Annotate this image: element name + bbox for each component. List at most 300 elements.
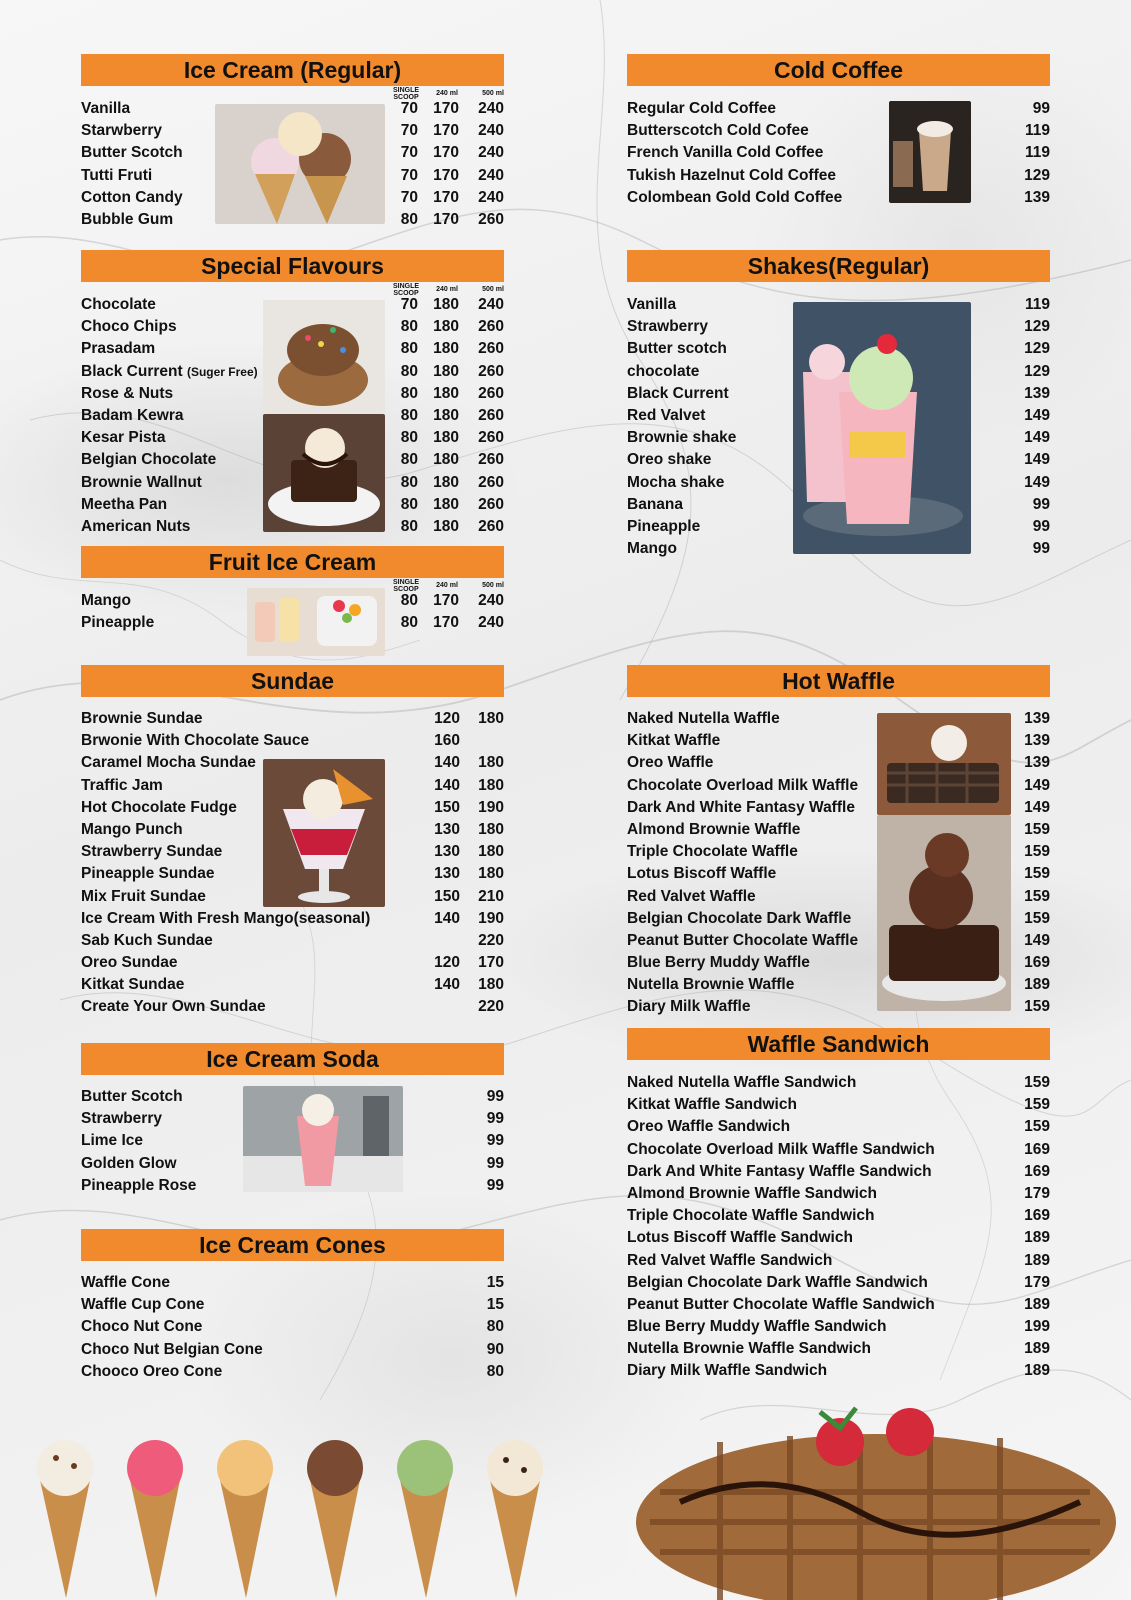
item-name: Choco Nut Cone [81,1318,203,1336]
item-name: Prasadam [81,340,156,358]
price-240: 170 [433,614,459,632]
item-price: 99 [486,1132,504,1150]
price-large: 180 [478,843,504,861]
menu-item [627,120,1050,142]
section-special-flavours [81,250,504,535]
size-header-single: SINGLE SCOOP [392,579,420,593]
item-name: Mix Fruit Sundae [81,887,206,905]
item-name: Colombean Gold Cold Coffee [627,188,843,206]
price-single: 80 [400,473,418,491]
menu-item [627,1094,1050,1116]
ice-cream-cones-photo [215,104,385,224]
item-name: Butter Scotch [81,144,183,162]
price-single: 70 [400,188,418,206]
section-header: Special Flavours [81,250,504,282]
item-name: Brownie Wallnut [81,473,202,491]
price-single: 80 [400,406,418,424]
item-name: Bubble Gum [81,210,174,228]
menu-item [81,1361,504,1383]
price-240: 180 [433,517,459,535]
item-name: Strawberry [81,1110,162,1128]
price-large: 190 [478,909,504,927]
price-regular: 140 [434,909,460,927]
menu-item [81,952,504,974]
price-single: 70 [400,144,418,162]
item-price: 90 [486,1340,504,1358]
item-name: Brownie Sundae [81,710,203,727]
price-regular: 150 [434,887,460,905]
chocolate-brownie-photo [877,815,1011,1011]
menu-item [627,1294,1050,1316]
menu-item [627,165,1050,187]
item-price: 15 [486,1274,504,1291]
item-name: Create Your Own Sundae [81,998,266,1016]
item-name: Triple Chocolate Waffle Sandwich [627,1207,875,1225]
cones-row-image [16,1430,566,1600]
item-name: Red Valvet [627,406,706,424]
sundae-glass-photo [263,759,385,907]
price-regular: 130 [434,843,460,861]
section-ice-cream-regular [81,54,504,228]
price-single: 80 [400,318,418,336]
item-name: Starwberry [81,122,162,140]
section-header: Sundae [81,665,504,697]
item-name: Tukish Hazelnut Cold Coffee [627,166,836,184]
menu-item [627,98,1050,120]
price-500: 260 [478,429,504,447]
price-single: 80 [400,340,418,358]
item-price: 189 [1024,1295,1050,1313]
item-price: 99 [486,1088,504,1105]
item-list [81,1272,504,1383]
item-name: Mango [627,540,677,558]
fruit-cups-photo [247,588,385,656]
item-name: Naked Nutella Waffle Sandwich [627,1074,857,1091]
item-name: chocolate [627,362,700,380]
price-500: 260 [478,210,504,228]
menu-item [81,974,504,996]
price-regular: 130 [434,820,460,838]
item-name: Diary Milk Waffle Sandwich [627,1362,828,1380]
item-name: Vanilla [627,296,677,313]
section-header: Ice Cream Cones [81,1229,504,1261]
item-name: Oreo shake [627,451,712,469]
item-price: 159 [1024,998,1050,1016]
item-name: Triple Chocolate Waffle [627,843,798,861]
item-price: 119 [1024,296,1050,313]
item-name: American Nuts [81,517,191,535]
price-single: 70 [400,166,418,184]
item-price: 179 [1024,1184,1050,1202]
item-price: 129 [1024,362,1050,380]
price-single: 80 [400,210,418,228]
item-name: Lotus Biscoff Waffle Sandwich [627,1229,853,1247]
item-list [627,98,1050,209]
item-price: 159 [1024,865,1050,883]
item-name: Mocha shake [627,473,725,491]
item-name: Pineapple [81,614,155,632]
price-240: 180 [433,296,459,313]
menu-item [627,1250,1050,1272]
cone-icon [37,1440,93,1598]
price-large: 180 [478,776,504,794]
price-240: 180 [433,340,459,358]
price-240: 170 [433,188,459,206]
item-name: Mango [81,592,131,609]
item-price: 99 [1032,540,1050,558]
menu-item [81,908,504,930]
menu-item [627,1227,1050,1249]
price-single: 80 [400,384,418,402]
item-name: Belgian Chocolate Dark Waffle [627,909,852,927]
menu-item [81,1272,504,1294]
item-price: 159 [1024,909,1050,927]
price-large: 220 [478,931,504,949]
item-name: Dark And White Fantasy Waffle [627,798,855,816]
menu-item [627,1183,1050,1205]
price-large: 180 [478,710,504,727]
price-500: 260 [478,473,504,491]
price-500: 260 [478,384,504,402]
price-large: 180 [478,820,504,838]
item-price: 159 [1024,843,1050,861]
price-single: 80 [400,614,418,632]
price-500: 260 [478,362,504,380]
item-price: 189 [1024,1251,1050,1269]
item-price: 139 [1024,384,1050,402]
price-large: 180 [478,865,504,883]
menu-item [627,1338,1050,1360]
item-name: Strawberry Sundae [81,843,223,861]
item-price: 99 [486,1176,504,1194]
item-price: 139 [1024,732,1050,750]
price-500: 240 [478,188,504,206]
price-500: 260 [478,495,504,513]
price-240: 170 [433,166,459,184]
item-price: 119 [1024,122,1050,140]
price-500: 260 [478,318,504,336]
item-name: Nutella Brownie Waffle Sandwich [627,1340,872,1358]
menu-item [81,1316,504,1338]
price-regular: 140 [434,976,460,994]
price-240: 180 [433,451,459,469]
section-sundae [81,665,504,1016]
price-500: 260 [478,340,504,358]
section-header: Shakes(Regular) [627,250,1050,282]
item-name: Chooco Oreo Cone [81,1362,223,1380]
item-name: Butter scotch [627,340,727,358]
item-price: 99 [486,1110,504,1128]
item-name: Diary Milk Waffle [627,998,751,1016]
item-price: 139 [1024,188,1050,206]
item-name: Belgian Chocolate [81,451,217,469]
menu-item [627,1272,1050,1294]
section-hot-waffle [627,665,1050,1016]
size-header-240: 240 ml [436,90,458,97]
price-regular: 160 [434,732,460,750]
price-regular: 150 [434,798,460,816]
item-name: Butterscotch Cold Cofee [627,122,809,140]
item-name: Pineapple [627,517,701,535]
section-cold-coffee [627,54,1050,206]
sprinkled-ice-cream-photo [263,300,385,414]
item-name: Brownie shake [627,429,737,447]
item-name: Butter Scotch [81,1088,183,1105]
item-name: Belgian Chocolate Dark Waffle Sandwich [627,1273,928,1291]
item-name: Cotton Candy [81,188,183,206]
item-name: Black Current [627,384,729,402]
item-name: Almond Brownie Waffle [627,820,801,838]
item-name: Choco Chips [81,318,177,336]
item-name: Chocolate Overload Milk Waffle Sandwich [627,1140,935,1158]
size-header-240: 240 ml [436,286,458,293]
item-price: 189 [1024,976,1050,994]
item-price: 169 [1024,954,1050,972]
item-name: Banana [627,495,683,513]
item-name: Waffle Cup Cone [81,1296,205,1314]
menu-item [627,1116,1050,1138]
price-240: 170 [433,100,459,117]
item-name: Sab Kuch Sundae [81,931,213,949]
item-name: Traffic Jam [81,776,163,794]
item-name: Almond Brownie Waffle Sandwich [627,1184,878,1202]
price-large: 190 [478,798,504,816]
item-name: Nutella Brownie Waffle [627,976,795,994]
soda-glass-photo [243,1086,403,1192]
item-name: Rose & Nuts [81,384,174,402]
menu-item [627,1360,1050,1382]
brownie-sundae-photo [263,414,385,532]
item-name-text: Black Current [81,362,183,380]
size-header-240: 240 ml [436,582,458,589]
item-name: Choco Nut Belgian Cone [81,1340,263,1358]
price-single: 80 [400,592,418,609]
item-name: Pineapple Sundae [81,865,215,883]
price-240: 170 [433,210,459,228]
item-price: 199 [1024,1318,1050,1336]
item-name: Vanilla [81,100,131,117]
waffle-stack-photo [877,713,1011,815]
price-regular: 130 [434,865,460,883]
price-regular: 120 [434,710,460,727]
item-price: 80 [486,1362,504,1380]
section-header: Ice Cream (Regular) [81,54,504,86]
price-240: 180 [433,495,459,513]
item-price: 169 [1024,1140,1050,1158]
size-header-500: 500 ml [482,582,504,589]
price-500: 240 [478,166,504,184]
item-name: Kitkat Sundae [81,976,185,994]
price-500: 260 [478,517,504,535]
item-name: Ice Cream With Fresh Mango(seasonal) [81,909,371,927]
menu-item [81,1339,504,1361]
shake-glasses-photo [793,302,971,554]
price-240: 180 [433,473,459,491]
price-240: 180 [433,406,459,424]
item-name: Strawberry [627,318,708,336]
price-large: 180 [478,976,504,994]
price-500: 240 [478,592,504,609]
cold-coffee-photo [889,101,971,203]
item-list [627,1072,1050,1383]
price-large: 180 [478,754,504,772]
item-name: Tutti Fruti [81,166,153,184]
item-name: Hot Chocolate Fudge [81,798,237,816]
item-name: Dark And White Fantasy Waffle Sandwich [627,1162,932,1180]
menu-item [627,1072,1050,1094]
price-240: 180 [433,362,459,380]
item-price: 119 [1024,144,1050,162]
item-price: 99 [1032,100,1050,117]
price-500: 260 [478,451,504,469]
item-price: 99 [1032,517,1050,535]
price-500: 260 [478,406,504,424]
item-name: Oreo Waffle [627,754,714,772]
price-single: 80 [400,495,418,513]
price-single: 80 [400,429,418,447]
price-240: 180 [433,429,459,447]
item-price: 129 [1024,318,1050,336]
item-name: Golden Glow [81,1154,177,1172]
price-regular: 140 [434,754,460,772]
section-ice-cream-cones [81,1229,504,1380]
item-price: 80 [486,1318,504,1336]
item-name: Regular Cold Coffee [627,100,776,117]
section-ice-cream-soda [81,1043,504,1194]
item-price: 169 [1024,1162,1050,1180]
menu-item [81,1294,504,1316]
item-name: French Vanilla Cold Coffee [627,144,824,162]
menu-item [81,930,504,952]
price-regular: 120 [434,954,460,972]
menu-item [81,996,504,1018]
item-name: Kesar Pista [81,429,166,447]
item-price: 189 [1024,1340,1050,1358]
price-regular: 140 [434,776,460,794]
menu-item [627,1139,1050,1161]
item-price: 189 [1024,1229,1050,1247]
size-header-500: 500 ml [482,286,504,293]
item-price: 159 [1024,1118,1050,1136]
item-price: 189 [1024,1362,1050,1380]
menu-item [627,187,1050,209]
item-price: 99 [1032,495,1050,513]
item-price: 159 [1024,1096,1050,1114]
item-price: 129 [1024,166,1050,184]
price-500: 240 [478,144,504,162]
item-name: Caramel Mocha Sundae [81,754,256,772]
section-waffle-sandwich [627,1028,1050,1380]
item-price: 159 [1024,1074,1050,1091]
section-header: Fruit Ice Cream [81,546,504,578]
item-name: Kitkat Waffle [627,732,721,750]
price-single: 70 [400,100,418,117]
price-240: 180 [433,318,459,336]
item-price: 15 [486,1296,504,1314]
price-500: 240 [478,100,504,117]
item-price: 149 [1024,931,1050,949]
item-name: Lime Ice [81,1132,144,1150]
item-price: 99 [486,1154,504,1172]
price-500: 240 [478,614,504,632]
item-price: 149 [1024,451,1050,469]
item-name: Red Valvet Waffle Sandwich [627,1251,833,1269]
item-price: 149 [1024,776,1050,794]
item-name: Pineapple Rose [81,1176,197,1194]
section-header: Hot Waffle [627,665,1050,697]
item-name: Peanut Butter Chocolate Waffle [627,931,859,949]
item-price: 149 [1024,473,1050,491]
price-500: 240 [478,296,504,313]
item-price: 139 [1024,754,1050,772]
price-240: 180 [433,384,459,402]
item-name: Chocolate Overload Milk Waffle [627,776,859,794]
price-large: 210 [478,887,504,905]
size-header-single: SINGLE SCOOP [392,87,420,101]
price-single: 70 [400,122,418,140]
item-price: 159 [1024,887,1050,905]
item-price: 149 [1024,429,1050,447]
price-500: 240 [478,122,504,140]
price-240: 170 [433,592,459,609]
price-large: 170 [478,954,504,972]
item-name: Mango Punch [81,820,183,838]
item-note: (Suger Free) [186,364,258,379]
item-name: Naked Nutella Waffle [627,710,780,727]
price-single: 70 [400,296,418,313]
section-fruit-ice-cream [81,546,504,632]
item-name: Waffle Cone [81,1274,170,1291]
item-name: Red Valvet Waffle [627,887,756,905]
menu-item [81,730,504,752]
price-single: 80 [400,362,418,380]
size-header-single: SINGLE SCOOP [392,283,420,297]
item-price: 179 [1024,1273,1050,1291]
item-name: Brwonie With Chocolate Sauce [81,732,310,750]
menu-item [81,708,504,730]
item-price: 159 [1024,820,1050,838]
item-name: Peanut Butter Chocolate Waffle Sandwich [627,1295,935,1313]
price-single: 80 [400,451,418,469]
section-header: Ice Cream Soda [81,1043,504,1075]
item-name: Chocolate [81,296,156,313]
price-240: 170 [433,144,459,162]
item-name: Kitkat Waffle Sandwich [627,1096,797,1114]
item-name: Lotus Biscoff Waffle [627,865,777,883]
item-name: Badam Kewra [81,406,184,424]
waffle-berries-image [620,1392,1131,1600]
price-single: 80 [400,517,418,535]
item-name: Oreo Sundae [81,954,178,972]
item-name [81,361,258,383]
item-name: Blue Berry Muddy Waffle [627,954,810,972]
menu-item [627,1205,1050,1227]
item-name: Blue Berry Muddy Waffle Sandwich [627,1318,887,1336]
size-header-500: 500 ml [482,90,504,97]
item-price: 149 [1024,406,1050,424]
item-price: 149 [1024,798,1050,816]
item-price: 139 [1024,710,1050,727]
menu-item [627,142,1050,164]
item-price: 129 [1024,340,1050,358]
section-header: Cold Coffee [627,54,1050,86]
menu-item [627,1161,1050,1183]
menu-item [627,1316,1050,1338]
section-header: Waffle Sandwich [627,1028,1050,1060]
item-name: Oreo Waffle Sandwich [627,1118,791,1136]
price-large: 220 [478,998,504,1016]
item-price: 169 [1024,1207,1050,1225]
